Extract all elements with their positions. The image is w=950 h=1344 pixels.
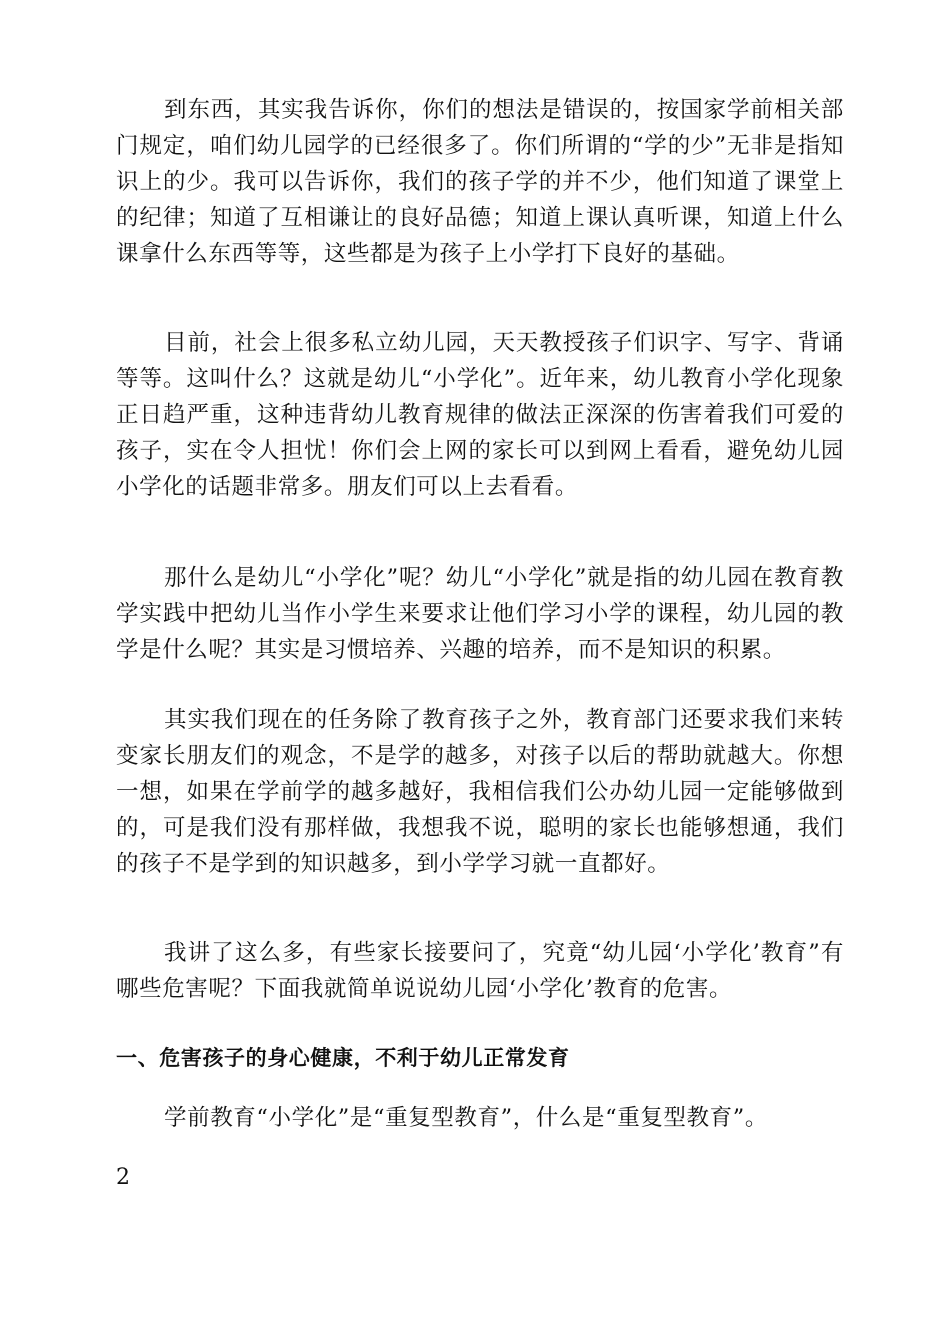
paragraph-2-text: 目前，社会上很多私立幼儿园，天天教授孩子们识字、写字、背诵等等。这叫什么？这就是幼儿“小学化”。近年来，幼儿教育小学化现象正日趋严重，这种违背幼儿教育规律的做法正深深的伤害着我们可爱的孩子，实在令人担忧！你们会上网的家长可以到网上看看，避免幼儿园小学化的话题非常多。朋友们可以上去看看。 bbox=[116, 330, 844, 500]
paragraph-5-text: 我讲了这么多，有些家长接要问了，究竟“幼儿园‘小学化’教育”有哪些危害呢？下面我就简单说说幼儿园‘小学化’教育的危害。 bbox=[116, 940, 844, 1002]
paragraph-4-text: 其实我们现在的任务除了教育孩子之外，教育部门还要求我们来转变家长朋友们的观念，不是学的越多，对孩子以后的帮助就越大。你想一想，如果在学前学的越多越好，我相信我们公办幼儿园一定能够做到的，可是我们没有那样做，我想我不说，聪明的家长也能够想通，我们的孩子不是学到的知识越多，到小学学习就一直都好。 bbox=[116, 707, 844, 877]
paragraph-3-text: 那什么是幼儿“小学化”呢？幼儿“小学化”就是指的幼儿园在教育教学实践中把幼儿当作小学生来要求让他们学习小学的课程，幼儿园的教学是什么呢？其实是习惯培养、兴趣的培养，而不是知识的积累。 bbox=[116, 565, 844, 663]
paragraph-4 bbox=[116, 702, 844, 882]
paragraph-3 bbox=[116, 560, 844, 668]
page-number: 2 bbox=[116, 1165, 130, 1190]
paragraph-1 bbox=[116, 92, 844, 272]
paragraph-1-text: 到东西，其实我告诉你，你们的想法是错误的，按国家学前相关部门规定，咱们幼儿园学的已经很多了。你们所谓的“学的少”无非是指知识上的少。我可以告诉你，我们的孩子学的并不少，他们知道了课堂上的纪律；知道了互相谦让的良好品德；知道上课认真听课，知道上什么课拿什么东西等等，这些都是为孩子上小学打下良好的基础。 bbox=[116, 97, 844, 267]
paragraph-2 bbox=[116, 325, 844, 505]
paragraph-6-text: 学前教育“小学化”是“重复型教育”，什么是“重复型教育”。 bbox=[164, 1105, 768, 1131]
section-heading: 一、危害孩子的身心健康，不利于幼儿正常发育 bbox=[116, 1046, 570, 1070]
paragraph-6 bbox=[116, 1100, 844, 1136]
paragraph-5 bbox=[116, 935, 844, 1007]
